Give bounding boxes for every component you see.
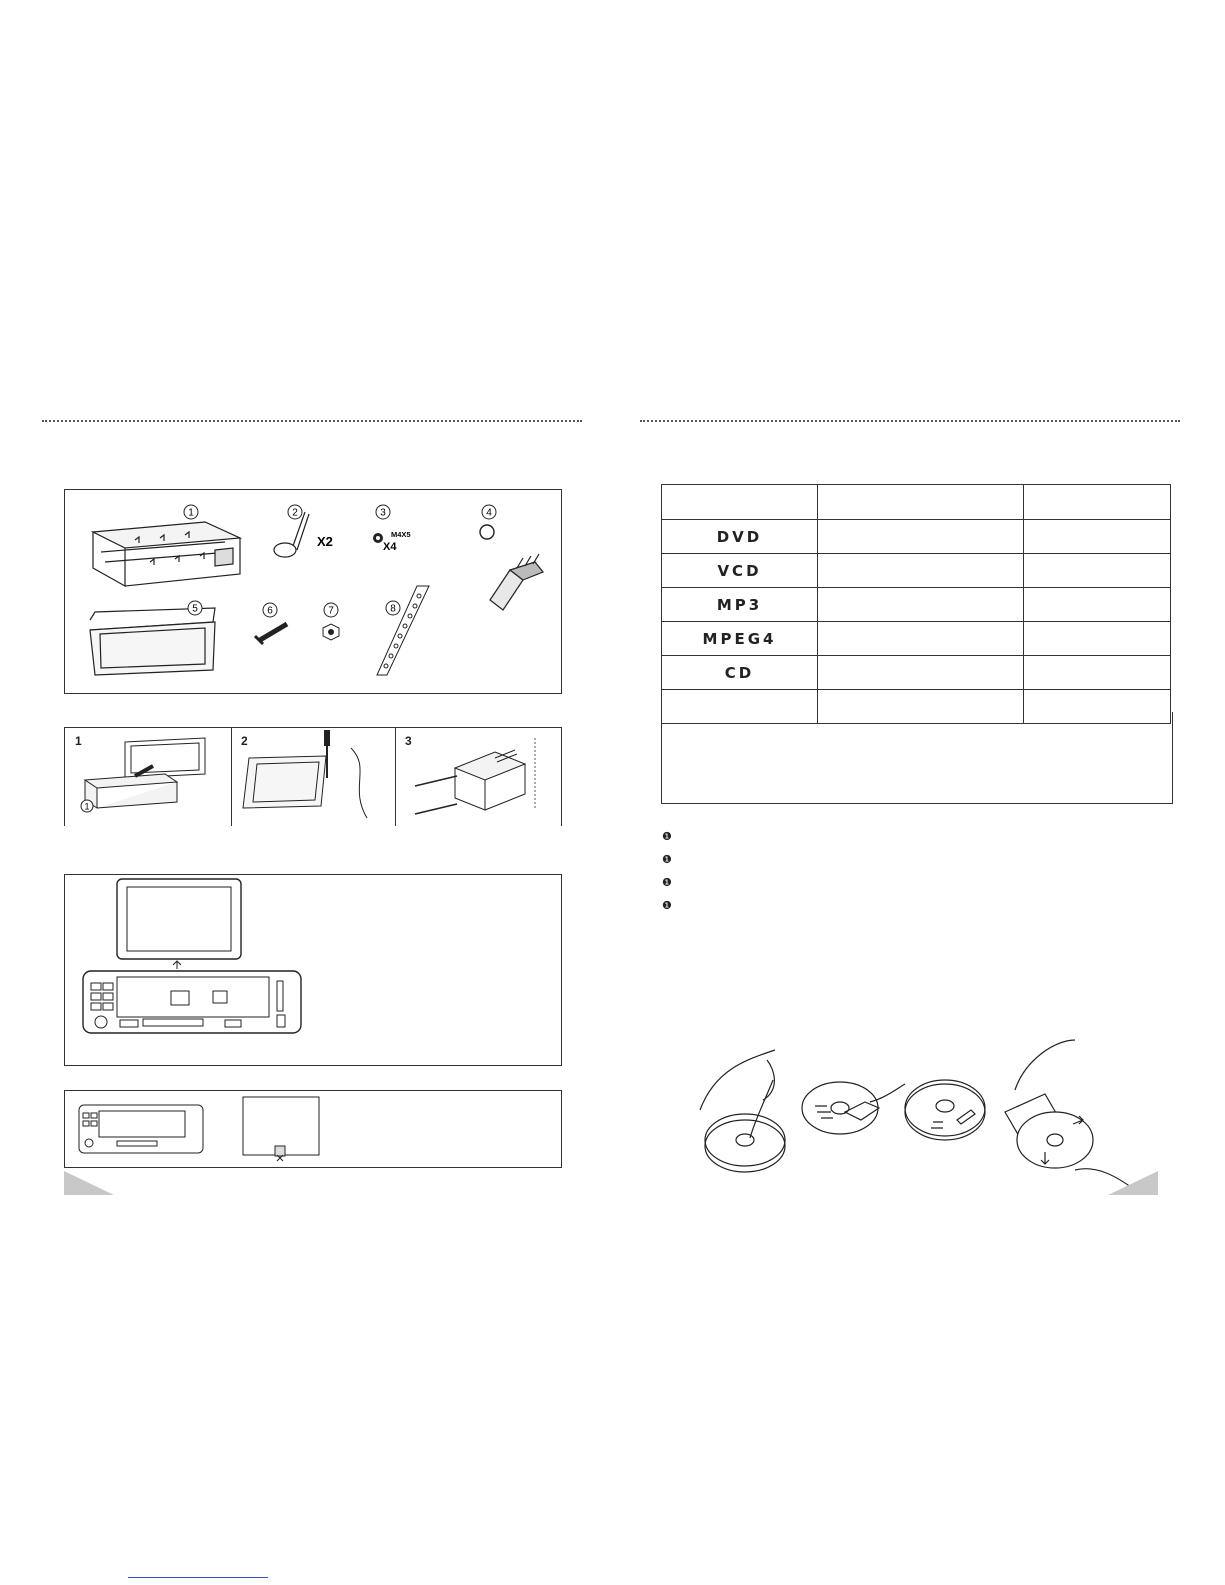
perforated-strap-illustration — [377, 586, 429, 675]
number-circle-3 — [376, 505, 390, 519]
right-header-rule — [640, 420, 1180, 422]
hold-disc-illustration — [700, 1050, 785, 1172]
store-disc-illustration — [1005, 1040, 1135, 1190]
table-row — [662, 588, 1171, 622]
quantity-x4-label: X4 — [383, 541, 397, 553]
step-1-label: 1 — [75, 734, 82, 748]
release-key-illustration — [274, 512, 309, 557]
number-circle-6 — [263, 603, 277, 617]
table-note-box — [661, 712, 1173, 804]
table-row — [662, 520, 1171, 554]
svg-text:7: 7 — [328, 605, 334, 617]
list-item — [662, 853, 672, 876]
format-mpeg4: MPEG4 — [662, 622, 818, 656]
quantity-x2-label: X2 — [317, 534, 333, 549]
svg-text:8: 8 — [390, 603, 396, 615]
step-3-label: 3 — [405, 734, 412, 748]
screw-illustration — [373, 533, 383, 543]
svg-text:6: 6 — [267, 605, 273, 617]
right-page-corner — [1108, 1171, 1158, 1195]
bolt-illustration — [255, 624, 287, 644]
number-circle-1 — [184, 505, 198, 519]
table-row — [662, 622, 1171, 656]
precautions-list — [662, 830, 672, 922]
panel-case-box — [64, 1090, 562, 1168]
format-cd: CD — [662, 656, 818, 690]
install-step-3 — [395, 728, 561, 826]
left-header-rule — [42, 420, 582, 422]
step-1-illustration — [65, 728, 231, 826]
mounting-sleeve-illustration — [93, 522, 240, 586]
footer-underline — [128, 1577, 268, 1578]
number-circle-4 — [482, 505, 496, 519]
install-step-2 — [231, 728, 396, 826]
svg-text:3: 3 — [380, 507, 386, 519]
number-circle-2 — [288, 505, 302, 519]
format-dvd: DVD — [662, 520, 818, 554]
number-circle-8 — [386, 601, 400, 615]
front-panel-illustration — [65, 875, 561, 1065]
list-item — [662, 876, 672, 899]
bullet-marker: ❶ — [662, 854, 672, 866]
ring-illustration — [480, 525, 494, 539]
step-2-illustration — [231, 728, 395, 826]
nut-illustration — [323, 624, 339, 640]
table-row — [662, 656, 1171, 690]
connector-plug-illustration — [490, 554, 543, 610]
disc-format-table — [661, 484, 1171, 724]
list-item — [662, 830, 672, 853]
number-circle-5 — [188, 601, 202, 615]
install-step-1 — [65, 728, 232, 826]
disc-handling-illustrations — [695, 1040, 1145, 1180]
installation-steps-box — [64, 727, 562, 826]
bullet-marker: ❶ — [662, 831, 672, 843]
left-page-corner — [64, 1171, 114, 1195]
step-3-illustration — [395, 728, 561, 826]
accessories-illustration — [65, 490, 561, 693]
list-item — [662, 899, 672, 922]
svg-text:4: 4 — [486, 507, 492, 519]
svg-text:1: 1 — [188, 507, 194, 519]
svg-text:5: 5 — [192, 603, 198, 615]
table-row — [662, 554, 1171, 588]
wipe-disc-illustration — [802, 1082, 905, 1134]
panel-case-illustration — [65, 1091, 561, 1167]
bullet-marker: ❶ — [662, 900, 672, 912]
format-mp3: MP3 — [662, 588, 818, 622]
step-2-label: 2 — [241, 734, 248, 748]
screw-size-label: M4X5 — [391, 530, 411, 539]
callout-1: 1 — [84, 801, 90, 812]
front-panel-box — [64, 874, 562, 1066]
accessories-box — [64, 489, 562, 694]
trim-frame-illustration — [90, 608, 215, 675]
bullet-marker: ❶ — [662, 877, 672, 889]
svg-text:2: 2 — [292, 507, 298, 519]
format-vcd: VCD — [662, 554, 818, 588]
write-disc-illustration — [905, 1080, 985, 1140]
table-header-row — [662, 485, 1171, 520]
number-circle-7 — [324, 603, 338, 617]
